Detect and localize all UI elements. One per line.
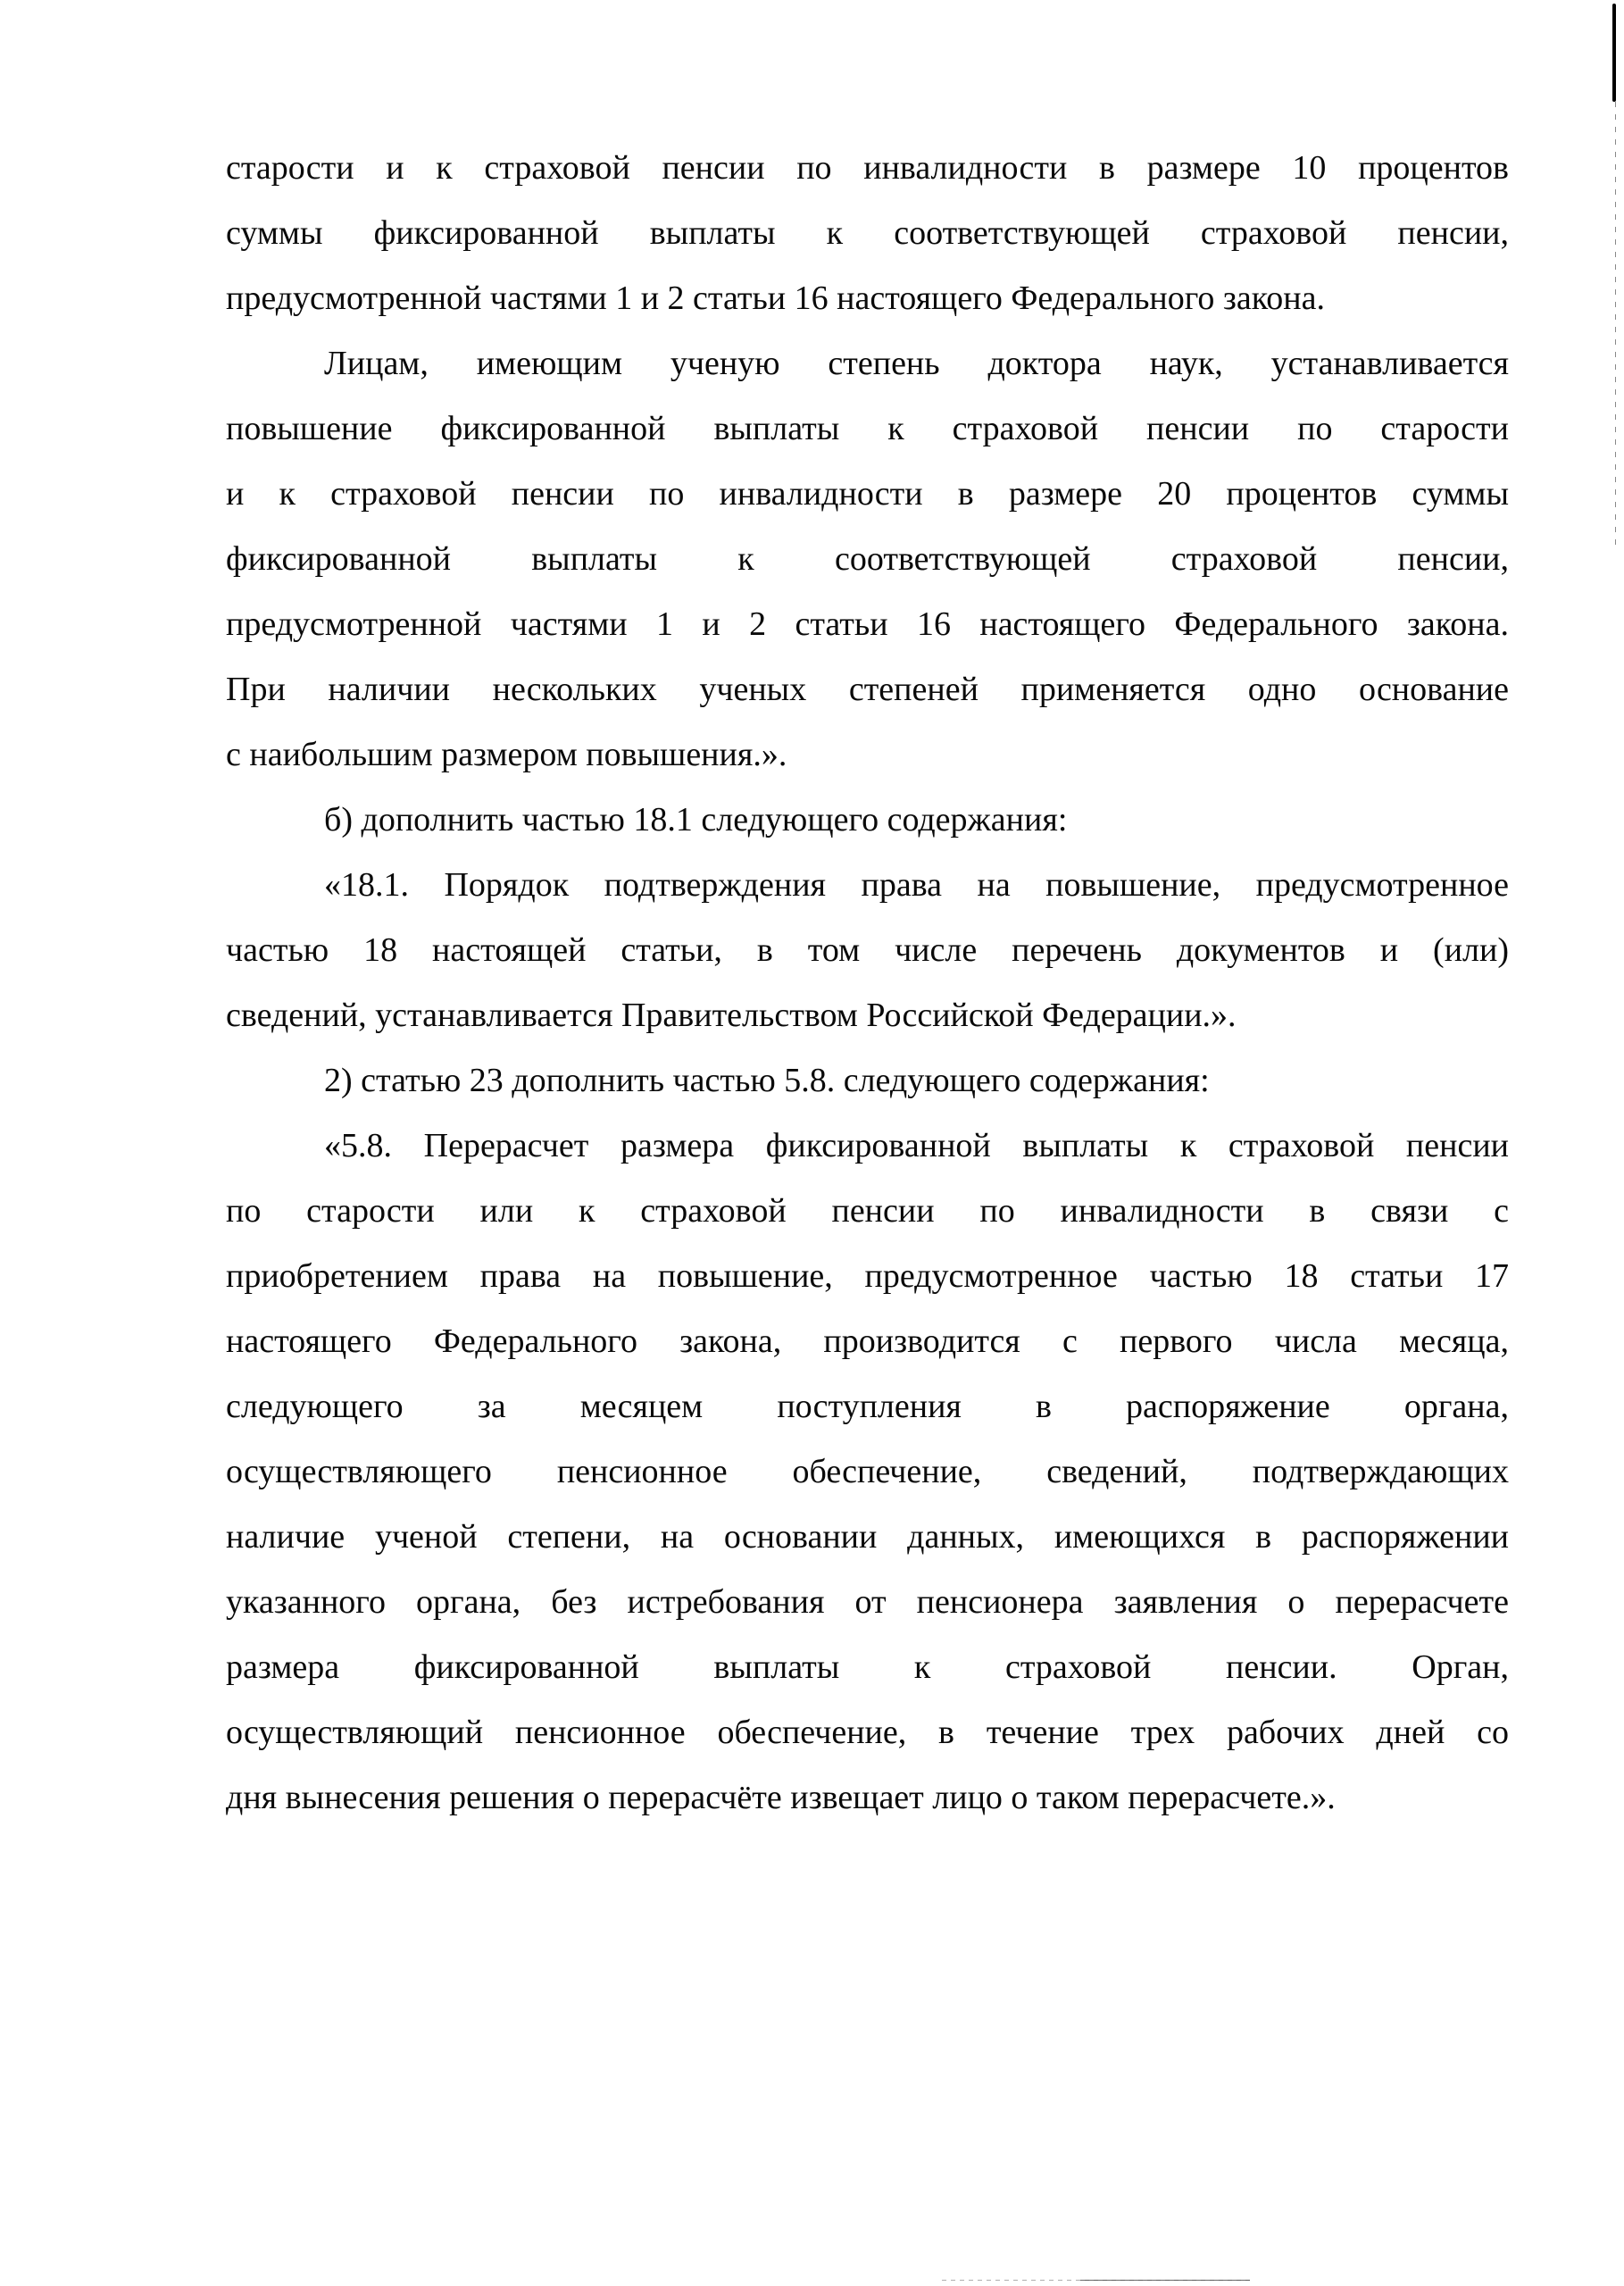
text-line: и к страховой пенсии по инвалидности в размере 20 процентов суммы [226, 475, 1509, 513]
text-line: предусмотренной частями 1 и 2 статьи 16 настоящего Федерального закона. [226, 605, 1509, 643]
text-line: «5.8. Перерасчет размера фиксированной выплаты к страховой пенсии [324, 1127, 1509, 1164]
text-line: указанного органа, без истребования от пенсионера заявления о перерасчете [226, 1583, 1509, 1621]
text-line: суммы фиксированной выплаты к соответствующей страховой пенсии, [226, 214, 1509, 252]
document-body [226, 136, 1509, 1831]
paragraph-p1 [226, 136, 1509, 331]
scan-artifact-edge-line [1615, 102, 1616, 548]
paragraph-p4 [226, 853, 1509, 1048]
text-line: повышение фиксированной выплаты к страховой пенсии по старости [226, 410, 1509, 447]
text-line: предусмотренной частями 1 и 2 статьи 16 настоящего Федерального закона. [226, 279, 1325, 317]
text-line: При наличии нескольких ученых степеней применяется одно основание [226, 671, 1509, 708]
text-line: осуществляющего пенсионное обеспечение, сведений, подтверждающих [226, 1453, 1509, 1490]
text-line: приобретением права на повышение, предусмотренное частью 18 статьи 17 [226, 1257, 1509, 1295]
text-line: 2) статью 23 дополнить частью 5.8. следующего содержания: [324, 1062, 1210, 1099]
text-line: Лицам, имеющим ученую степень доктора наук, устанавливается [324, 345, 1509, 382]
paragraph-p2 [226, 331, 1509, 788]
scan-artifact-bottom-line-solid [1080, 2280, 1250, 2281]
text-line: осуществляющий пенсионное обеспечение, в течение трех рабочих дней со [226, 1714, 1509, 1751]
text-line: с наибольшим размером повышения.». [226, 736, 787, 773]
text-line: размера фиксированной выплаты к страховой пенсии. Орган, [226, 1648, 1509, 1686]
text-line: б) дополнить частью 18.1 следующего содержания: [324, 801, 1068, 838]
text-line: следующего за месяцем поступления в распоряжение органа, [226, 1388, 1509, 1425]
text-line: по старости или к страховой пенсии по инвалидности в связи с [226, 1192, 1509, 1230]
text-line: частью 18 настоящей статьи, в том числе перечень документов и (или) [226, 931, 1509, 969]
text-line: фиксированной выплаты к соответствующей страховой пенсии, [226, 540, 1509, 578]
paragraph-p3 [226, 788, 1509, 853]
text-line: старости и к страховой пенсии по инвалидности в размере 10 процентов [226, 149, 1509, 187]
paragraph-p5 [226, 1048, 1509, 1114]
text-line: настоящего Федерального закона, производится с первого числа месяца, [226, 1322, 1509, 1360]
scan-artifact-edge-mark [1612, 4, 1616, 102]
text-line: дня вынесения решения о перерасчёте извещает лицо о таком перерасчете.». [226, 1779, 1336, 1816]
text-line: «18.1. Порядок подтверждения права на повышение, предусмотренное [324, 866, 1509, 904]
text-line: наличие ученой степени, на основании данных, имеющихся в распоряжении [226, 1518, 1509, 1556]
paragraph-p6 [226, 1114, 1509, 1831]
text-line: сведений, устанавливается Правительством Российской Федерации.». [226, 997, 1237, 1034]
